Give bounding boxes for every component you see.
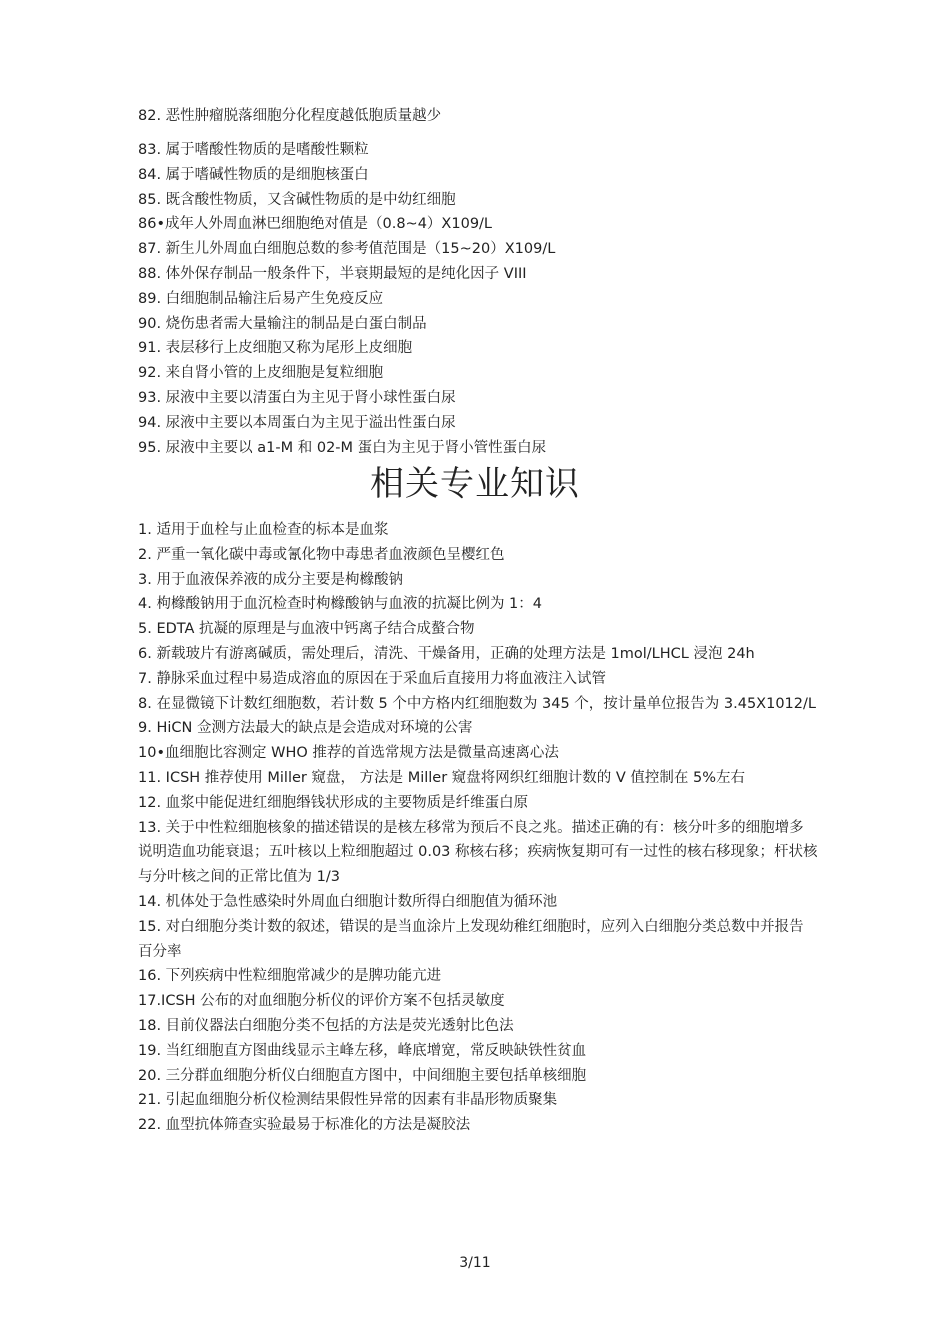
list-item: 22. 血型抗体筛查实验最易于标准化的方法是凝胶法 [138, 1117, 471, 1134]
list-item: 85. 既含酸性物质，又含碱性物质的是中幼红细胞 [138, 191, 456, 208]
list-item: 83. 属于嗜酸性物质的是嗜酸性颗粒 [138, 142, 369, 158]
list-item: 4. 枸橼酸钠用于血沉检查时枸橼酸钠与血液的抗凝比例为 1：4 [138, 596, 543, 613]
list-item: 6. 新载玻片有游离碱质，需处理后，清洗、干燥备用，正确的处理方法是 1mol/LHCL 浸泡 24h [138, 645, 755, 662]
list-item: 90. 烧伤患者需大量输注的制品是白蛋白制品 [138, 315, 427, 332]
list-item: 19. 当红细胞直方图曲线显示主峰左移，峰底增宽，常反映缺铁性贫血 [138, 1042, 587, 1059]
list-item: 15. 对白细胞分类计数的叙述，错误的是当血涂片上发现幼稚红细胞时，应列入白细胞分类总数中并报告百分率 [138, 918, 804, 960]
list-item: 1. 适用于血栓与止血检查的标本是血浆 [138, 522, 389, 538]
list-item: 12. 血浆中能促进红细胞缗钱状形成的主要物质是纤维蛋白原 [138, 794, 529, 811]
list-item: 18. 目前仪器法白细胞分类不包括的方法是荧光透射比色法 [138, 1017, 514, 1034]
list-item: 86•成年人外周血淋巴细胞绝对值是（0.8~4）X109/L [138, 216, 493, 233]
list-item: 8. 在显微镜下计数红细胞数，若计数 5 个中方格内红细胞数为 345 个，按计量单位报告为 3.45X1012/L [138, 695, 816, 712]
section-item-list [138, 518, 818, 1138]
list-item: 17.ICSH 公布的对血细胞分析仪的评价方案不包括灵敏度 [138, 993, 505, 1010]
list-item: 11. ICSH 推荐使用 Miller 窥盘， 方法是 Miller 窥盘将网织红细胞计数的 V 值控制在 5%左右 [138, 769, 746, 786]
list-item: 13. 关于中性粒细胞核象的描述错误的是核左移常为预后不良之兆。描述正确的有：核分叶多的细胞增多说明造血功能衰退；五叶核以上粒细胞超过 0.03 称核右移；疾病恢复期可有一过性的核右移现象；杆状核与分叶核之间的正常比值为 1/3 [138, 819, 818, 886]
list-item: 10•血细胞比容测定 WHO 推荐的首选常规方法是微量高速离心法 [138, 745, 559, 762]
list-item: 3. 用于血液保养液的成分主要是枸橼酸钠 [138, 571, 403, 588]
list-item: 95. 尿液中主要以 a1-M 和 02-M 蛋白为主见于肾小管性蛋白尿 [138, 439, 547, 456]
list-item: 92. 来自肾小管的上皮细胞是复粒细胞 [138, 365, 384, 382]
list-item: 87. 新生儿外周血白细胞总数的参考值范围是（15~20）X109/L [138, 241, 556, 258]
list-item: 2. 严重一氧化碳中毒或氰化物中毒患者血液颜色呈樱红色 [138, 546, 505, 563]
list-item-82: 82. 恶性肿瘤脱落细胞分化程度越低胞质量越少 [138, 108, 442, 124]
list-item: 16. 下列疾病中性粒细胞常减少的是脾功能亢进 [138, 968, 442, 985]
list-item: 20. 三分群血细胞分析仪白细胞直方图中，中间细胞主要包括单核细胞 [138, 1067, 587, 1084]
list-item: 93. 尿液中主要以清蛋白为主见于肾小球性蛋白尿 [138, 389, 456, 406]
list-item: 84. 属于嗜碱性物质的是细胞核蛋白 [138, 166, 369, 183]
list-item: 91. 表层移行上皮细胞又称为尾形上皮细胞 [138, 340, 413, 357]
list-item: 89. 白细胞制品输注后易产生免疫反应 [138, 290, 384, 307]
section-title: 相关专业知识 [370, 464, 580, 504]
top-item-list [138, 138, 818, 460]
list-item: 7. 静脉采血过程中易造成溶血的原因在于采血后直接用力将血液注入试管 [138, 670, 606, 687]
list-item: 14. 机体处于急性感染时外周血白细胞计数所得白细胞值为循环池 [138, 893, 558, 910]
list-item: 94. 尿液中主要以本周蛋白为主见于溢出性蛋白尿 [138, 414, 456, 431]
list-item: 21. 引起血细胞分析仪检测结果假性异常的因素有非晶形物质聚集 [138, 1092, 558, 1109]
page-number: 3/11 [459, 1255, 491, 1271]
list-item: 5. EDTA 抗凝的原理是与血液中钙离子结合成螯合物 [138, 621, 475, 638]
list-item: 9. HiCN 佥测方法最大的缺点是会造成对环境的公害 [138, 720, 473, 737]
list-item: 88. 体外保存制品一般条件下，半衰期最短的是纯化因子 VIII [138, 265, 527, 282]
